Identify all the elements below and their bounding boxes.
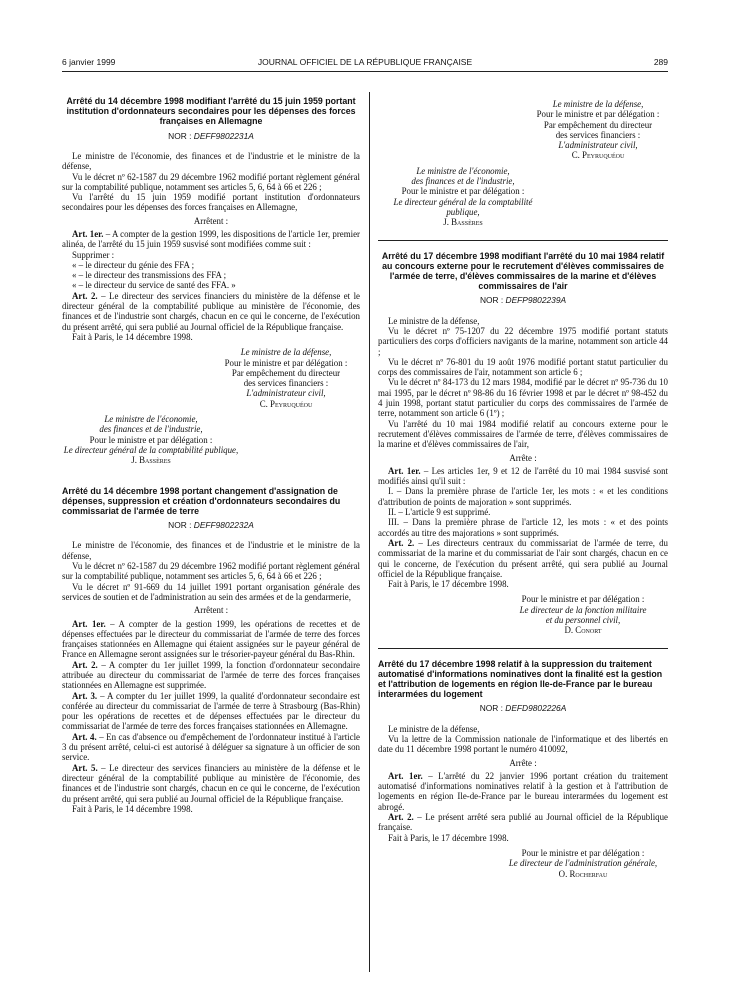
arrete-2-para: Vu le décret nº 91-669 du 14 juillet 1991 portant organisation générale des services de soutien et de l'administration au sein des armées et de la gendarmerie, (62, 581, 360, 602)
arrete-4-signature: Pour le ministre et par délégation : Le directeur de l'administration générale, O. Rocherfau (508, 847, 658, 879)
arrete-2-para: Le ministre de l'économie, des finances et de l'industrie et le ministre de la défense, (62, 540, 360, 561)
arrete-2-art5: Art. 5. – Le directeur des services financiers au ministère de la défense et le directeur général de la comptabilité publique au ministère de l'économie, des finances et de l'industrie sont chargés, chacun en ce qui le concerne, de l'exécution du présent arrêté, qui sera publié au Journal officiel de la République française. (62, 762, 360, 804)
arrete-1 (62, 96, 360, 466)
arrete-4-para: Vu la lettre de la Commission nationale de l'informatique et des libertés en date du 11 décembre 1998 portant le numéro 410092, (378, 733, 668, 755)
arrete-1-signature-defense: Le ministre de la défense, Pour le ministre et par délégation : Par empêchement du directeur des services financiers : L'administrateur civil, C. Peyruquéou (224, 347, 348, 409)
section-rule (378, 240, 668, 241)
header-rule (62, 71, 668, 72)
arrete-3-para: Vu le décret nº 75-1207 du 22 décembre 1975 modifié portant statuts particuliers des corps d'officiers navigants de la marine, notamment son article 44 ; (378, 325, 668, 357)
arrete-1-signature-economie: Le ministre de l'économie, des finances et de l'industrie, Pour le ministre et par délégation : Le directeur général de la comptabilité publique, J. Bassères (63, 414, 239, 466)
arrete-1-nor: NOR : DEFF9802231A (168, 130, 254, 141)
arrete-3-para: Vu l'arrêté du 10 mai 1984 modifié relatif au concours externe pour le recrutement d'élèves commissaires de l'armée de terre, d'élèves commissaires de la marine et d'élèves commissaires de l'air, (378, 418, 668, 450)
arrete-3-nor: NOR : DEFP9802239A (479, 295, 567, 306)
arrete-1-para: Vu le décret nº 62-1587 du 29 décembre 1962 modifié portant règlement général sur la comptabilité publique, notamment ses articles 5, 6, 64 à 66 et 226 ; (62, 171, 360, 192)
list-item: « – le directeur des transmissions des FFA ; (72, 270, 227, 281)
arrete-3-art1: Art. 1er. – Les articles 1er, 9 et 12 de l'arrêté du 10 mai 1984 susvisé sont modifiés ainsi qu'il suit : (378, 465, 668, 487)
arrete-3-item: I. – Dans la première phrase de l'article 1er, les mots : « et les conditions d'attribution de points de majoration » sont supprimés. (378, 486, 668, 507)
arrete-4-para: Le ministre de la défense, (388, 723, 480, 734)
arrete-2-arretent: Arrêtent : (193, 605, 229, 616)
arrete-1-fait: Fait à Paris, le 14 décembre 1998. (72, 331, 193, 342)
arrete-1-arretent: Arrêtent : (193, 215, 229, 226)
page-number: 289 (653, 57, 668, 67)
arrete-4-arrete: Arrête : (509, 757, 537, 768)
arrete-3-art2: Art. 2. – Les directeurs centraux du commissariat de l'armée de terre, du commissariat de la marine et du commissariat de l'air sont chargés, chacun en ce qui le concerne, de l'exécution du présent arrêté, qui sera publié au Journal officiel de la République française. (378, 537, 668, 579)
arrete-1-supprimer: Supprimer : (72, 249, 115, 260)
issue-date: 6 janvier 1999 (62, 57, 116, 67)
arrete-1-art2: Art. 2. – Le directeur des services financiers du ministère de la défense et le directeur général de la comptabilité publique au ministère de l'économie, des finances et de l'industrie sont chargés, chacun en ce qui le concerne, de l'exécution du présent arrêté, qui sera publié au Journal officiel de la République française. (62, 290, 360, 332)
arrete-4-art2: Art. 2. – Le présent arrêté sera publié au Journal officiel de la République française. (378, 812, 668, 833)
arrete-3-item: II. – L'article 9 est supprimé. (388, 507, 491, 518)
arrete-4-title: Arrêté du 17 décembre 1998 relatif à la suppression du traitement automatisé d'informations nominatives dont la finalité est la gestion et l'attribution de logements en région Ile-de-France par le bureau interarmées du logement (378, 658, 663, 700)
arrete-4-fait: Fait à Paris, le 17 décembre 1998. (388, 832, 509, 843)
arrete-3-para: Vu le décret nº 84-173 du 12 mars 1984, modifié par le décret nº 95-736 du 10 mai 1995, par le décret nº 98-86 du 16 février 1998 et par le décret nº 98-452 du 4 juin 1998, portant statut particulier du corps des commissaires de l'armée de terre, notamment son article 6 (1º) ; (378, 377, 668, 419)
arrete-3-signature: Pour le ministre et par délégation : Le directeur de la fonction militaire et du personnel civil, D. Conort (519, 594, 647, 636)
list-item: « – le directeur du génie des FFA ; (72, 259, 195, 270)
arrete-2-nor: NOR : DEFF9802232A (168, 520, 254, 531)
arrete-3-title: Arrêté du 17 décembre 1998 modifiant l'arrêté du 10 mai 1984 relatif au concours externe pour le recrutement d'élèves commissaires de l'armée de terre, d'élèves commissaires de la marine et d'élèves commissaires de l'air (381, 250, 665, 292)
arrete-1-para: Le ministre de l'économie, des finances et de l'industrie et le ministre de la défense, (62, 150, 360, 172)
arrete-2 (62, 486, 360, 815)
right-column (378, 99, 668, 883)
arrete-2-signature-defense: Le ministre de la défense, Pour le ministre et par délégation : Par empêchement du directeur des services financiers : L'administrateur civil, C. Peyruquéou (536, 99, 660, 161)
journal-title: JOURNAL OFFICIEL DE LA RÉPUBLIQUE FRANÇAISE (257, 57, 473, 67)
arrete-3-fait: Fait à Paris, le 17 décembre 1998. (388, 579, 509, 590)
arrete-3 (378, 251, 668, 636)
arrete-1-para: Vu l'arrêté du 15 juin 1959 modifié portant institution d'ordonnateurs secondaires pour les dépenses des forces françaises en Allemagne, (62, 192, 360, 213)
arrete-4-art1: Art. 1er. – L'arrêté du 22 janvier 1996 portant création du traitement automatisé d'informations nominatives relatif à la gestion et à l'attribution de logements en région Ile-de-France par le bureau interarmées du logement est abrogé. (378, 770, 668, 812)
arrete-1-art1: Art. 1er. – A compter de la gestion 1999, les dispositions de l'article 1er, premier alinéa, de l'arrêté du 15 juin 1959 susvisé sont modifiées comme suit : (62, 228, 360, 250)
arrete-2-signature-economie: Le ministre de l'économie, des finances et de l'industrie, Pour le ministre et par délégation : Le directeur général de la comptabilité publique, J. Bassères (393, 165, 533, 228)
arrete-3-item: III. – Dans la première phrase de l'article 12, les mots : « et des points accordés au titre des majorations » sont supprimés. (378, 517, 668, 538)
section-rule (378, 648, 668, 649)
arrete-2-art1: Art. 1er. – A compter de la gestion 1999, les opérations de recettes et de dépenses effectuées par le directeur du commissariat de l'armée de terre des forces françaises stationnées en Allemagne qui étaient assignées sur le payeur général de France en Allemagne seront assignées sur le trésorier-payeur général du Bas-Rhin. (62, 618, 360, 660)
arrete-2-art3: Art. 3. – A compter du 1er juillet 1999, la qualité d'ordonnateur secondaire est conférée au directeur du commissariat de l'armée de terre à Strasbourg (Bas-Rhin) pour les opérations de recettes et de dépenses effectuées par le directeur du commissariat de l'armée de terre des forces françaises stationnées en Allemagne. (62, 690, 360, 732)
arrete-3-para: Le ministre de la défense, (388, 315, 480, 326)
arrete-3-arrete: Arrête : (509, 452, 537, 463)
arrete-4 (378, 659, 668, 879)
arrete-2-para: Vu le décret nº 62-1587 du 29 décembre 1962 modifié portant règlement général sur la comptabilité publique, notamment ses articles 5, 6, 64 à 66 et 226 ; (62, 561, 360, 582)
arrete-2-art4: Art. 4. – En cas d'absence ou d'empêchement de l'ordonnateur institué à l'article 3 du présent arrêté, celui-ci est autorisé à déléguer sa signature à un officier de son service. (62, 731, 360, 763)
arrete-2-art2: Art. 2. – A compter du 1er juillet 1999, la fonction d'ordonnateur secondaire attribuée au directeur du commissariat de l'armée de terre des forces françaises stationnées en Allemagne est supprimée. (62, 659, 360, 691)
arrete-3-para: Vu le décret nº 76-801 du 19 août 1976 modifié portant statut particulier du corps des commissaires de l'air, notamment son article 6 ; (378, 356, 668, 378)
column-divider (369, 92, 370, 972)
arrete-2-title: Arrêté du 14 décembre 1998 portant changement d'assignation de dépenses, suppression et création d'ordonnateurs secondaires du commissariat de l'armée de terre (62, 485, 341, 516)
arrete-1-title: Arrêté du 14 décembre 1998 modifiant l'arrêté du 15 juin 1959 portant institution d'ordonnateurs secondaires pour les dépenses des forces françaises en Allemagne (66, 96, 356, 127)
list-item: « – le directeur du service de santé des FFA. » (72, 280, 236, 291)
arrete-2-fait: Fait à Paris, le 14 décembre 1998. (72, 803, 193, 814)
left-column (62, 96, 360, 814)
arrete-4-nor: NOR : DEFD9802226A (479, 703, 567, 714)
running-header (62, 56, 668, 68)
